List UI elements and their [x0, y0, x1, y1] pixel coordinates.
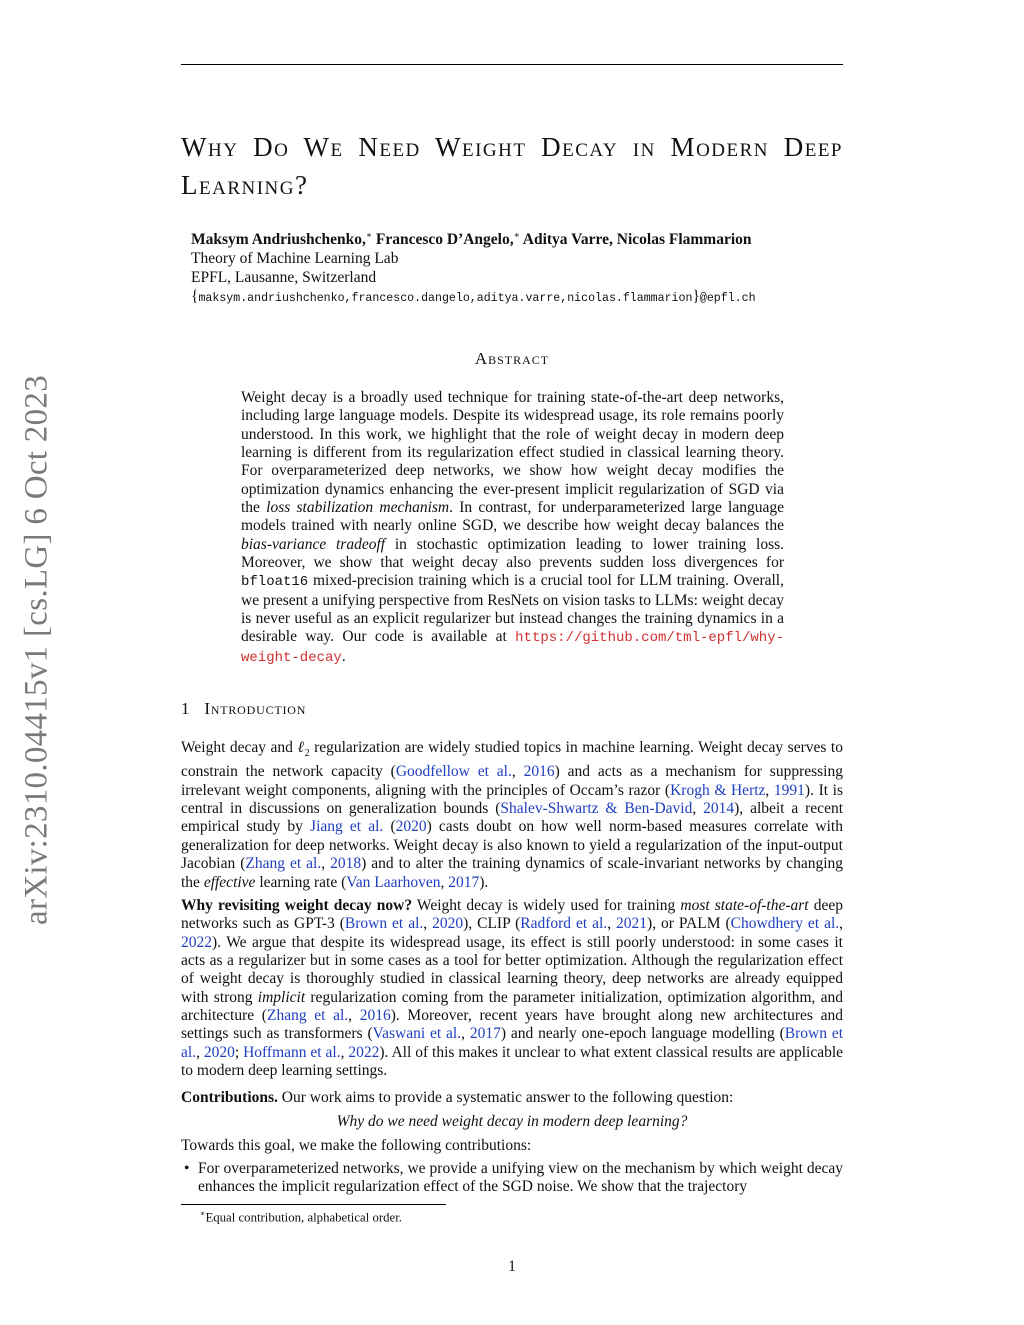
author-names: Maksym Andriushchenko,∗ Francesco D’Angelo,∗ Aditya Varre, Nicolas Flammarion: [191, 230, 752, 249]
citation-link[interactable]: 2020: [432, 915, 464, 933]
citation-link[interactable]: 2021: [616, 915, 648, 933]
citation-link[interactable]: 2018: [330, 855, 362, 873]
citation-link[interactable]: 2020: [395, 818, 427, 836]
section-heading-introduction: 1 Introduction: [181, 699, 307, 718]
author-emails: {maksym.andriushchenko,francesco.dangelo,aditya.varre,nicolas.flammarion}@epfl.ch: [191, 288, 756, 306]
citation-link[interactable]: 1991: [773, 781, 805, 799]
top-rule: [181, 64, 843, 65]
citation-link[interactable]: 2022: [181, 933, 212, 951]
code-repo-link[interactable]: https://github.com/tml-epfl/why-weight-decay: [241, 630, 784, 666]
citation-link[interactable]: 2016: [523, 763, 555, 781]
citation-link[interactable]: 2017: [448, 873, 480, 891]
citation-link[interactable]: Zhang et al.: [266, 1007, 349, 1025]
research-question: Why do we need weight decay in modern deep learning?: [336, 1113, 688, 1130]
arxiv-sidebar-id: arXiv:2310.04415v1 [cs.LG] 6 Oct 2023: [18, 374, 55, 926]
citation-link[interactable]: Vaswani et al.: [372, 1025, 462, 1043]
citation-link[interactable]: 2022: [348, 1043, 380, 1061]
abstract-text: Weight decay is a broadly used technique for training state-of-the-art deep networks, including large language models. Despite its widespread usage, its role remains poorly understood. In this work, we highlight that the role of weight decay in modern deep learning is different from its regularization effect studied in classical learning theory. For overparameterized deep networks, we show how weight decay modifies the optimization dynamics enhancing the ever-present implicit regularization of SGD via the loss stabilization mechanism. In contrast, for underparameterized large language models trained with nearly online SGD, we describe how weight decay balances the bias-variance tradeoff in stochastic optimization leading to lower training loss. Moreover, we show that weight decay also prevents sudden loss divergences for bfloat16 mixed-precision training which is a crucial tool for LLM training. Overall, we present a unifying perspective from ResNets on vision tasks to LLMs: weight decay is never useful as an explicit regularizer but instead changes the training dynamics in a desirable way. Our code is available at https://github.com/tml-epfl/why-weight-decay.: [241, 389, 785, 666]
citation-link[interactable]: 2016: [359, 1007, 391, 1025]
citation-link[interactable]: Shalev-Shwartz & Ben-David: [500, 800, 693, 818]
author-lab: Theory of Machine Learning Lab: [191, 250, 399, 268]
page-number: 1: [508, 1258, 516, 1275]
contributions-intro: Towards this goal, we make the following contributions:: [181, 1137, 532, 1154]
citation-link[interactable]: Zhang et al.: [245, 855, 322, 873]
citation-link[interactable]: Brown et al.: [181, 1025, 844, 1061]
citation-link[interactable]: 2020: [203, 1043, 235, 1061]
author-block: [191, 226, 756, 308]
citation-link[interactable]: 2017: [469, 1025, 501, 1043]
intro-paragraph-1: Weight decay and ℓ$_2$ regularization are widely studied topics in machine learning. Weight decay serves to constrain the network capacity (Goodfellow et al., 2016) and acts as a mechanism for suppressing irrelevant weight components, aligning with the principles of Occam’s razor (Krogh & Hertz, 1991). It is central in discussions on generalization bounds (Shalev-Shwartz & Ben-David, 2014), albeit a recent empirical study by Jiang et al. (2020) casts doubt on how well norm-based measures correlate with generalization for deep networks. Weight decay is also known to yield a regularization of the input-output Jacobian (Zhang et al., 2018) and to alter the training dynamics of scale-invariant networks by changing the effective learning rate (Van Laarhoven, 2017).: [181, 739, 844, 891]
citation-link[interactable]: Brown et al.: [344, 915, 424, 933]
contributions-paragraph: Contributions. Our work aims to provide a systematic answer to the following question:: [181, 1089, 734, 1106]
footnote: ∗Equal contribution, alphabetical order.: [200, 1209, 402, 1225]
citation-link[interactable]: Krogh & Hertz: [670, 781, 766, 799]
bullet-icon: •: [184, 1160, 190, 1177]
paper-title: Why Do We Need Weight Decay in Modern Deep Learning?: [181, 132, 843, 200]
footnote-rule: [181, 1204, 446, 1205]
contribution-list-item: • For overparameterized networks, we provide a unifying view on the mechanism by which weight decay enhances the implicit regularization effect of the SGD noise. We show that the trajectory: [184, 1160, 843, 1196]
citation-link[interactable]: Hoffmann et al.: [243, 1043, 341, 1061]
citation-link[interactable]: Van Laarhoven: [346, 873, 441, 891]
citation-link[interactable]: Goodfellow et al.: [395, 763, 512, 781]
citation-link[interactable]: Chowdhery et al.: [730, 915, 840, 933]
author-affiliation: EPFL, Lausanne, Switzerland: [191, 269, 377, 287]
citation-link[interactable]: 2014: [703, 800, 735, 818]
citation-link[interactable]: Jiang et al.: [310, 818, 384, 836]
citation-link[interactable]: Radford et al.: [520, 915, 608, 933]
abstract-heading: Abstract: [474, 349, 550, 368]
intro-paragraph-2: Why revisiting weight decay now? Weight decay is widely used for training most state-of-the-art deep networks such as GPT-3 (Brown et al., 2020), CLIP (Radford et al., 2021), or PALM (Chowdhery et al., 2022). We argue that despite its widespread usage, its effect is still poorly understood: in some cases it acts as a regularizer but in some cases as a tool for better optimization. Although the regularization effect of weight decay is thoroughly studied in classical learning theory, deep networks are already equipped with strong implicit regularization coming from the parameter initialization, optimization algorithm, and architecture (Zhang et al., 2016). Moreover, recent years have brought along new architectures and settings such as transformers (Vaswani et al., 2017) and nearly one-epoch language modelling (Brown et al., 2020; Hoffmann et al., 2022). All of this makes it unclear to what extent classical results are applicable to modern deep learning settings.: [181, 897, 844, 1080]
